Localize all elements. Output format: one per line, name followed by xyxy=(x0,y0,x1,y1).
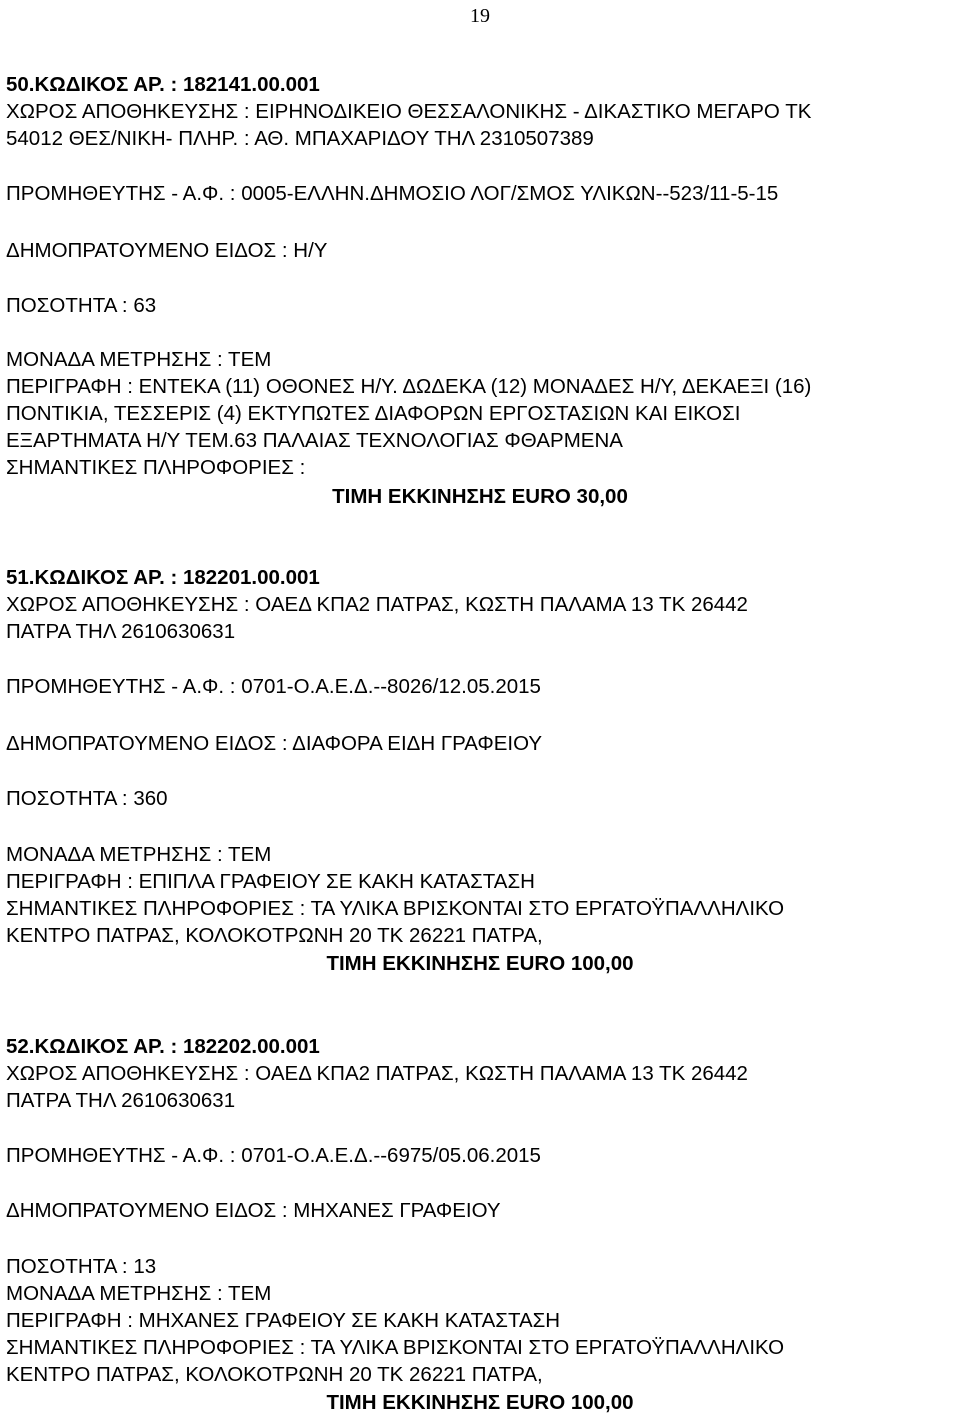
storage-line: ΧΩΡΟΣ ΑΠΟΘΗΚΕΥΣΗΣ : ΟΑΕΔ ΚΠΑ2 ΠΑΤΡΑΣ, ΚΩΣΤΗ ΠΑΛΑΜΑ 13 ΤΚ 26442 xyxy=(6,593,748,616)
entry-heading: 51.ΚΩΔΙΚΟΣ ΑΡ. : 182201.00.001 xyxy=(6,566,320,589)
unit-line: ΜΟΝΑΔΑ ΜΕΤΡΗΣΗΣ : ΤΕΜ xyxy=(6,348,272,371)
page-number: 19 xyxy=(470,5,490,27)
description-line: ΠΟΝΤΙΚΙΑ, ΤΕΣΣΕΡΙΣ (4) ΕΚΤΥΠΩΤΕΣ ΔΙΑΦΟΡΩΝ ΕΡΓΟΣΤΑΣΙΩΝ ΚΑΙ ΕΙΚΟΣΙ xyxy=(6,402,741,425)
storage-line: ΧΩΡΟΣ ΑΠΟΘΗΚΕΥΣΗΣ : ΕΙΡΗΝΟΔΙΚΕΙΟ ΘΕΣΣΑΛΟΝΙΚΗΣ - ΔΙΚΑΣΤΙΚΟ ΜΕΓΑΡΟ ΤΚ xyxy=(6,100,812,123)
quantity-line: ΠΟΣΟΤΗΤΑ : 13 xyxy=(6,1255,157,1278)
item-line: ΔΗΜΟΠΡΑΤΟΥΜΕΝΟ ΕΙΔΟΣ : ΜΗΧΑΝΕΣ ΓΡΑΦΕΙΟΥ xyxy=(6,1199,501,1222)
info-line: ΣΗΜΑΝΤΙΚΕΣ ΠΛΗΡΟΦΟΡΙΕΣ : ΤΑ ΥΛΙΚΑ ΒΡΙΣΚΟΝΤΑΙ ΣΤΟ ΕΡΓΑΤΟΫΠΑΛΛΗΛΙΚΟ xyxy=(6,897,785,920)
quantity-line: ΠΟΣΟΤΗΤΑ : 360 xyxy=(6,787,168,810)
info-line: ΣΗΜΑΝΤΙΚΕΣ ΠΛΗΡΟΦΟΡΙΕΣ : ΤΑ ΥΛΙΚΑ ΒΡΙΣΚΟΝΤΑΙ ΣΤΟ ΕΡΓΑΤΟΫΠΑΛΛΗΛΙΚΟ xyxy=(6,1336,785,1359)
storage-line: ΠΑΤΡΑ ΤΗΛ 2610630631 xyxy=(6,1089,236,1112)
entry-heading: 52.ΚΩΔΙΚΟΣ ΑΡ. : 182202.00.001 xyxy=(6,1035,320,1058)
storage-line: ΧΩΡΟΣ ΑΠΟΘΗΚΕΥΣΗΣ : ΟΑΕΔ ΚΠΑ2 ΠΑΤΡΑΣ, ΚΩΣΤΗ ΠΑΛΑΜΑ 13 ΤΚ 26442 xyxy=(6,1062,748,1085)
info-line: ΣΗΜΑΝΤΙΚΕΣ ΠΛΗΡΟΦΟΡΙΕΣ : xyxy=(6,456,306,479)
description-line: ΠΕΡΙΓΡΑΦΗ : ΕΠΙΠΛΑ ΓΡΑΦΕΙΟΥ ΣΕ ΚΑΚΗ ΚΑΤΑΣΤΑΣΗ xyxy=(6,870,535,893)
supplier-line: ΠΡΟΜΗΘΕΥΤΗΣ - Α.Φ. : 0701-Ο.Α.Ε.Δ.--6975/05.06.2015 xyxy=(6,1144,541,1167)
description-line: ΠΕΡΙΓΡΑΦΗ : ΜΗΧΑΝΕΣ ΓΡΑΦΕΙΟΥ ΣΕ ΚΑΚΗ ΚΑΤΑΣΤΑΣΗ xyxy=(6,1309,561,1332)
starting-price: ΤΙΜΗ ΕΚΚΙΝΗΣΗΣ EURO 100,00 xyxy=(326,1391,634,1414)
storage-line: 54012 ΘΕΣ/ΝΙΚΗ- ΠΛΗΡ. : ΑΘ. ΜΠΑΧΑΡΙΔΟΥ ΤΗΛ 2310507389 xyxy=(6,127,594,150)
supplier-line: ΠΡΟΜΗΘΕΥΤΗΣ - Α.Φ. : 0701-Ο.Α.Ε.Δ.--8026/12.05.2015 xyxy=(6,675,541,698)
starting-price: ΤΙΜΗ ΕΚΚΙΝΗΣΗΣ EURO 30,00 xyxy=(332,485,628,508)
supplier-line: ΠΡΟΜΗΘΕΥΤΗΣ - Α.Φ. : 0005-ΕΛΛΗΝ.ΔΗΜΟΣΙΟ ΛΟΓ/ΣΜΟΣ ΥΛΙΚΩΝ--523/11-5-15 xyxy=(6,182,779,205)
item-line: ΔΗΜΟΠΡΑΤΟΥΜΕΝΟ ΕΙΔΟΣ : Η/Υ xyxy=(6,239,328,262)
info-line: ΚΕΝΤΡΟ ΠΑΤΡΑΣ, ΚΟΛΟΚΟΤΡΩΝΗ 20 ΤΚ 26221 ΠΑΤΡΑ, xyxy=(6,1363,543,1386)
unit-line: ΜΟΝΑΔΑ ΜΕΤΡΗΣΗΣ : ΤΕΜ xyxy=(6,1282,272,1305)
unit-line: ΜΟΝΑΔΑ ΜΕΤΡΗΣΗΣ : ΤΕΜ xyxy=(6,843,272,866)
description-line: ΠΕΡΙΓΡΑΦΗ : ΕΝΤΕΚΑ (11) ΟΘΟΝΕΣ Η/Υ. ΔΩΔΕΚΑ (12) ΜΟΝΑΔΕΣ Η/Υ, ΔΕΚΑΕΞΙ (16) xyxy=(6,375,812,398)
quantity-line: ΠΟΣΟΤΗΤΑ : 63 xyxy=(6,294,157,317)
storage-line: ΠΑΤΡΑ ΤΗΛ 2610630631 xyxy=(6,620,236,643)
starting-price: ΤΙΜΗ ΕΚΚΙΝΗΣΗΣ EURO 100,00 xyxy=(326,952,634,975)
description-line: ΕΞΑΡΤΗΜΑΤΑ Η/Υ ΤΕΜ.63 ΠΑΛΑΙΑΣ ΤΕΧΝΟΛΟΓΙΑΣ ΦΘΑΡΜΕΝΑ xyxy=(6,429,623,452)
entry-heading: 50.ΚΩΔΙΚΟΣ ΑΡ. : 182141.00.001 xyxy=(6,73,320,96)
info-line: ΚΕΝΤΡΟ ΠΑΤΡΑΣ, ΚΟΛΟΚΟΤΡΩΝΗ 20 ΤΚ 26221 ΠΑΤΡΑ, xyxy=(6,924,543,947)
item-line: ΔΗΜΟΠΡΑΤΟΥΜΕΝΟ ΕΙΔΟΣ : ΔΙΑΦΟΡΑ ΕΙΔΗ ΓΡΑΦΕΙΟΥ xyxy=(6,732,543,755)
